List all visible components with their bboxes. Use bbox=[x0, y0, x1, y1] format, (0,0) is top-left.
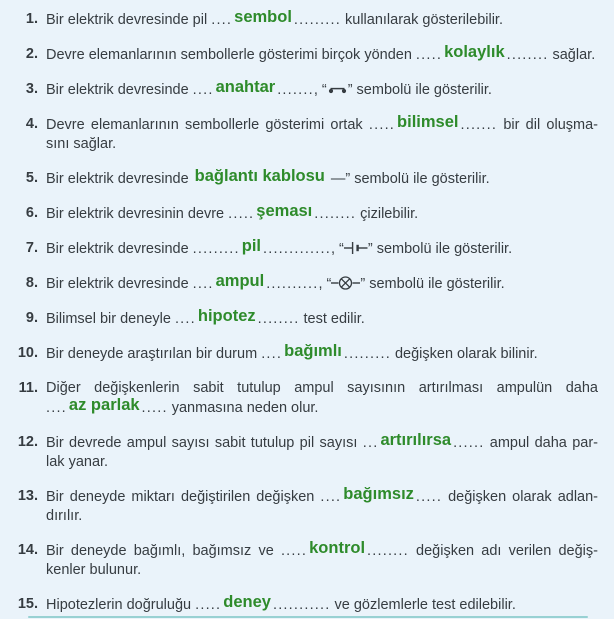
dotted-blank: ..... bbox=[415, 489, 443, 505]
battery-symbol-icon bbox=[344, 241, 368, 255]
question-line bbox=[46, 80, 598, 100]
question-content bbox=[46, 595, 604, 615]
question-line bbox=[46, 344, 598, 364]
question-text: değişken adı verilen değiş- bbox=[408, 543, 598, 559]
question-item bbox=[10, 344, 604, 364]
question-number: 5. bbox=[25, 170, 38, 186]
answer-text: hipotez bbox=[197, 307, 256, 325]
dotted-blank: ......... bbox=[293, 12, 341, 28]
switch-symbol-icon bbox=[327, 84, 348, 95]
question-content bbox=[46, 239, 604, 259]
question-text: Bir elektrik devresinin devre bbox=[46, 206, 229, 222]
question-text: değişken olarak bilinir. bbox=[390, 346, 538, 362]
question-text: sını sağlar. bbox=[46, 136, 117, 152]
question-item bbox=[10, 379, 604, 418]
dotted-blank: ..... bbox=[415, 47, 443, 63]
question-line bbox=[46, 135, 598, 154]
dotted-blank: .... bbox=[46, 400, 67, 416]
question-text: Bir elektrik devresinde bbox=[46, 276, 193, 292]
question-number: 2. bbox=[25, 46, 38, 62]
answer-text: kontrol bbox=[309, 539, 366, 557]
question-content bbox=[46, 487, 604, 526]
question-content bbox=[46, 541, 604, 580]
question-line bbox=[46, 453, 598, 472]
question-text: ampul daha par- bbox=[484, 435, 598, 451]
question-text: lak yanar. bbox=[46, 454, 109, 470]
question-line bbox=[46, 274, 598, 294]
question-content bbox=[46, 274, 604, 294]
question-text: Bilimsel bir deneyle bbox=[46, 311, 175, 327]
question-text: Bir deneyde miktarı değiştirilen değişken bbox=[46, 489, 321, 505]
question-content bbox=[46, 379, 604, 418]
answer-text: şeması bbox=[256, 202, 313, 220]
answer-text: az parlak bbox=[68, 396, 140, 414]
dotted-blank: .... bbox=[192, 82, 214, 98]
dotted-blank: ........ bbox=[506, 47, 549, 63]
question-text: değişken olarak adlan- bbox=[442, 489, 598, 505]
question-number: 10. bbox=[17, 345, 38, 361]
question-item bbox=[10, 10, 604, 30]
question-text: sağlar. bbox=[548, 47, 596, 63]
question-item bbox=[10, 169, 604, 189]
question-text: Bir elektrik devresinde bbox=[46, 241, 193, 257]
question-number: 12. bbox=[17, 434, 38, 450]
question-text: ” sembolü ile gösterilir. bbox=[367, 241, 513, 257]
question-line bbox=[46, 10, 598, 30]
dotted-blank: ........ bbox=[314, 206, 357, 222]
dotted-blank: ....... bbox=[277, 82, 314, 98]
question-number: 9. bbox=[25, 310, 38, 326]
question-item bbox=[10, 433, 604, 472]
question-content bbox=[46, 433, 604, 472]
dotted-blank: ........ bbox=[367, 543, 409, 559]
question-item bbox=[10, 541, 604, 580]
answer-text: deney bbox=[223, 593, 271, 611]
question-item bbox=[10, 274, 604, 294]
dotted-blank: ........ bbox=[257, 311, 300, 327]
question-item bbox=[10, 239, 604, 259]
dotted-blank: .... bbox=[192, 276, 214, 292]
question-content bbox=[46, 115, 604, 154]
question-content bbox=[46, 45, 604, 65]
dotted-blank: ......... bbox=[343, 346, 391, 362]
question-content bbox=[46, 309, 604, 329]
question-text: kullanılarak gösterilebilir. bbox=[340, 12, 503, 28]
question-text: , “ bbox=[313, 82, 327, 98]
bottom-divider bbox=[28, 616, 588, 618]
answer-text: kolaylık bbox=[444, 43, 505, 61]
question-line bbox=[46, 433, 598, 453]
answer-text: pil bbox=[241, 237, 261, 255]
question-line bbox=[46, 45, 598, 65]
question-number: 15. bbox=[17, 596, 38, 612]
dotted-blank: ....... bbox=[460, 117, 498, 133]
question-text: yanmasına neden olur. bbox=[167, 400, 319, 416]
question-line bbox=[46, 169, 598, 189]
question-number: 7. bbox=[25, 240, 38, 256]
question-content bbox=[46, 80, 604, 100]
question-number: 6. bbox=[25, 205, 38, 221]
question-line bbox=[46, 398, 598, 418]
question-number: 14. bbox=[17, 542, 38, 558]
question-content bbox=[46, 10, 604, 30]
question-text: Bir deneyde araştırılan bir durum bbox=[46, 346, 262, 362]
dotted-blank: ..... bbox=[195, 597, 222, 613]
question-line bbox=[46, 115, 598, 135]
dotted-blank: ........... bbox=[272, 597, 331, 613]
lamp-symbol-icon bbox=[331, 275, 360, 291]
question-text: Diğer değişkenlerin sabit tutulup ampul sayısının artırılması ampulün daha bbox=[46, 380, 598, 396]
question-line bbox=[46, 204, 598, 224]
question-text: kenler bulunur. bbox=[46, 562, 142, 578]
answer-text: bağlantı kablosu bbox=[194, 167, 325, 185]
question-item bbox=[10, 487, 604, 526]
question-item bbox=[10, 309, 604, 329]
question-number: 1. bbox=[25, 11, 38, 27]
question-line bbox=[46, 487, 598, 507]
question-text: Hipotezlerin doğruluğu bbox=[46, 597, 196, 613]
question-line bbox=[46, 541, 598, 561]
question-number: 4. bbox=[25, 116, 38, 132]
dotted-blank: .... bbox=[320, 489, 342, 505]
dotted-blank: .......... bbox=[266, 276, 319, 292]
question-line bbox=[46, 309, 598, 329]
question-item bbox=[10, 595, 604, 615]
question-number: 8. bbox=[25, 275, 38, 291]
question-text: ” sembolü ile gösterilir. bbox=[347, 82, 492, 98]
question-text: Bir elektrik devresinde bbox=[46, 171, 193, 187]
question-number: 13. bbox=[17, 488, 38, 504]
question-list bbox=[10, 10, 604, 615]
question-text: ve gözlemlerle test edilebilir. bbox=[330, 597, 516, 613]
question-number: 11. bbox=[18, 380, 38, 396]
question-text: Devre elemanlarının sembollerle gösterimi birçok yönden bbox=[46, 47, 416, 63]
dotted-blank: ............. bbox=[262, 241, 331, 257]
question-item bbox=[10, 115, 604, 154]
question-line bbox=[46, 561, 598, 580]
dotted-blank: ..... bbox=[280, 543, 308, 559]
dotted-blank: ...... bbox=[453, 435, 485, 451]
question-text: bir dil oluşma- bbox=[497, 117, 598, 133]
question-content bbox=[46, 344, 604, 364]
dotted-blank: .... bbox=[174, 311, 196, 327]
question-line bbox=[46, 239, 598, 259]
dotted-blank: ... bbox=[362, 435, 379, 451]
dotted-blank: ..... bbox=[368, 117, 396, 133]
dotted-blank: ..... bbox=[141, 400, 168, 416]
question-item bbox=[10, 204, 604, 224]
question-content bbox=[46, 204, 604, 224]
question-item bbox=[10, 80, 604, 100]
question-text: ” sembolü ile gösterilir. bbox=[360, 276, 505, 292]
question-text: Bir deneyde bağımlı, bağımsız ve bbox=[46, 543, 281, 559]
answer-text: bağımlı bbox=[284, 342, 342, 360]
question-number: 3. bbox=[25, 81, 38, 97]
answer-text: sembol bbox=[234, 8, 292, 26]
question-text: Bir elektrik devresinde bbox=[46, 82, 193, 98]
answer-text: bilimsel bbox=[397, 113, 459, 131]
question-line bbox=[46, 595, 598, 615]
question-text: , “ bbox=[330, 241, 344, 257]
dotted-blank: ......... bbox=[192, 241, 240, 257]
question-item bbox=[10, 45, 604, 65]
dotted-blank: .... bbox=[211, 12, 233, 28]
question-text: Bir elektrik devresinde pil bbox=[46, 12, 212, 28]
question-line bbox=[46, 507, 598, 526]
answer-text: bağımsız bbox=[343, 485, 414, 503]
answer-text: artırılırsa bbox=[380, 431, 452, 449]
dotted-blank: .... bbox=[261, 346, 283, 362]
question-text: çizilebilir. bbox=[356, 206, 419, 222]
question-text: dırılır. bbox=[46, 508, 83, 524]
question-content bbox=[46, 169, 604, 189]
question-text: Devre elemanlarının sembollerle gösterimi ortak bbox=[46, 117, 369, 133]
answer-text: anahtar bbox=[215, 78, 276, 96]
answer-text: ampul bbox=[215, 272, 265, 290]
dotted-blank: ..... bbox=[228, 206, 255, 222]
question-text: Bir devrede ampul sayısı sabit tutulup pil sayısı bbox=[46, 435, 363, 451]
question-text: , “ bbox=[318, 276, 332, 292]
question-text: —” sembolü ile gösterilir. bbox=[326, 171, 490, 187]
question-text: test edilir. bbox=[299, 311, 365, 327]
